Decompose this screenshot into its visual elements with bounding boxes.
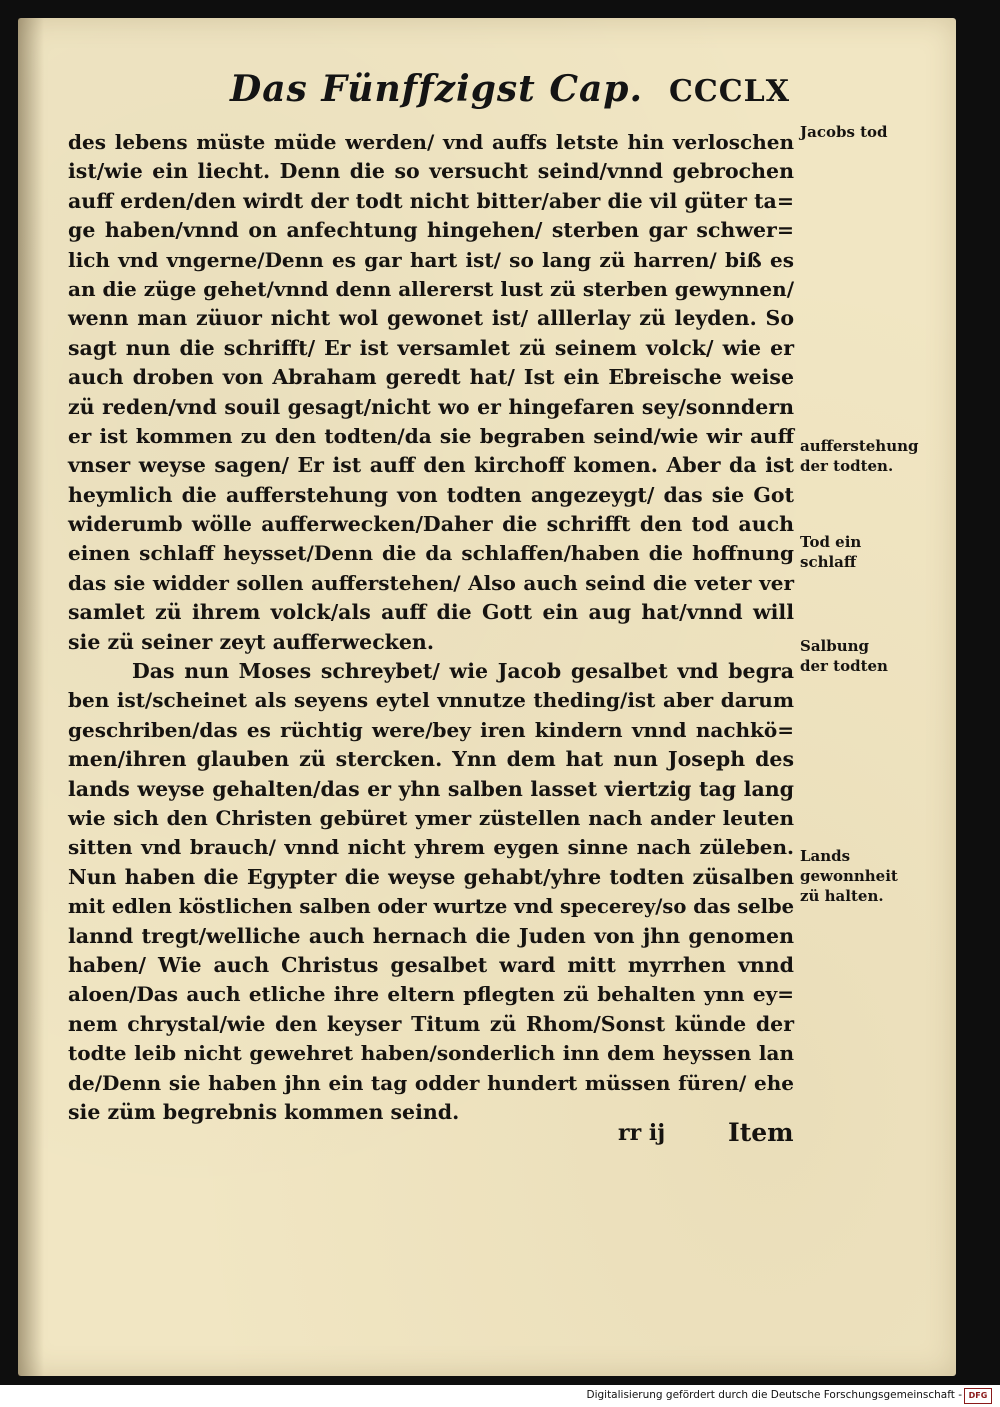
text-line: ist/wie ein liecht. Denn die so versucht seind/vnnd gebrochen [68,159,794,184]
text-line: auch droben von Abraham geredt hat/ Ist ein Ebreische weise [68,365,794,390]
text-line: vnser weyse sagen/ Er ist auff den kirchoff komen. Aber da ist [68,453,794,478]
text-line: lannd tregt/welliche auch hernach die Juden von jhn genomen [68,923,794,948]
text-line: nem chrystal/wie den keyser Titum zü Rhom/Sonst künde der [68,1011,794,1036]
text-line: de/Denn sie haben jhn ein tag odder hundert müssen füren/ ehe [68,1070,794,1095]
text-line: widerumb wölle aufferwecken/Daher die schrifft den tod auch [68,512,794,537]
text-line: mit edlen köstlichen salben oder wurtze vnd specerey/so das selbe [68,895,795,919]
text-line: ge haben/vnnd on anfechtung hingehen/ sterben gar schwer= [68,218,794,243]
text-line: geschriben/das es rüchtig were/bey iren kindern vnnd nachkö= [68,717,794,742]
margin-note-auferstehung: aufferstehung der todten. [800,437,919,475]
catchword: Item [728,1118,794,1147]
text-line: ben ist/scheinet als seyens eytel vnnutze theding/ist aber darum [68,688,794,713]
footer-bar [0,1385,1000,1407]
text-line: lands weyse gehalten/das er yhn salben lasset viertzig tag lang [68,776,794,801]
running-head [230,68,790,122]
text-line: des lebens müste müde werden/ vnd auffs letste hin verloschen [68,130,794,154]
book-page [18,18,956,1376]
text-line: zü reden/vnd souil gesagt/nicht wo er hingefaren sey/sonndern [68,394,794,419]
text-line: sie zü seiner zeyt aufferwecken. [68,629,434,654]
text-line: todte leib nicht gewehret haben/sonderlich inn dem heyssen lan [68,1041,794,1066]
chapter-title: Das Fünffzigst Cap. [230,68,643,110]
text-line: Nun haben die Egypter die weyse gehabt/yhre todten züsalben [68,864,794,889]
text-line: wenn man züuor nicht wol gewonet ist/ alllerlay zü leyden. So [68,306,794,331]
margin-note-jacobs-tod: Jacobs tod [800,123,888,141]
text-line: samlet zü ihrem volck/als auff die Gott ein aug hat/vnnd will [68,600,794,625]
dfg-logo: DFG [964,1388,992,1404]
body-text [68,128,794,1127]
funding-credit: Digitalisierung gefördert durch die Deutsche Forschungsgemeinschaft - [586,1389,962,1401]
text-line: men/ihren glauben zü stercken. Ynn dem hat nun Joseph des [68,747,794,772]
text-line: lich vnd vngerne/Denn es gar hart ist/ so lang zü harren/ biß es [68,247,794,272]
margin-note-salbung: Salbung der todten [800,637,888,675]
text-line: wie sich den Christen gebüret ymer züstellen nach ander leuten [68,805,794,830]
text-line: sitten vnd brauch/ vnnd nicht yhrem eygen sinne nach züleben. [68,835,794,860]
text-line: das sie widder sollen aufferstehen/ Also auch seind die veter ver [68,570,794,595]
folio-number: CCCLX [668,74,790,109]
margin-note-tod-schlaff: Tod ein schlaff [800,533,862,571]
signature-mark: rr ij [618,1120,666,1146]
text-line: einen schlaff heysset/Denn die da schlaffen/haben die hoffnung [68,541,794,566]
text-line: haben/ Wie auch Christus gesalbet ward mitt myrrhen vnnd [68,952,794,977]
text-line: er ist kommen zu den todten/da sie begraben seind/wie wir auff [68,423,794,448]
text-line: Das nun Moses schreybet/ wie Jacob gesalbet vnd begra [132,659,794,684]
text-line: an die züge gehet/vnnd denn allererst lust zü sterben gewynnen/ [68,276,794,301]
text-line: aloen/Das auch etliche ihre eltern pflegten zü behalten ynn ey= [68,982,794,1007]
margin-note-lands-gewonnheit: Lands gewonnheit zü halten. [800,847,898,905]
text-line: sagt nun die schrifft/ Er ist versamlet zü seinem volck/ wie er [68,335,794,360]
text-line: heymlich die aufferstehung von todten angezeygt/ das sie Got [68,482,794,507]
text-line: auff erden/den wirdt der todt nicht bitter/aber die vil güter ta= [68,188,794,213]
text-line: sie züm begrebnis kommen seind. [68,1099,460,1124]
